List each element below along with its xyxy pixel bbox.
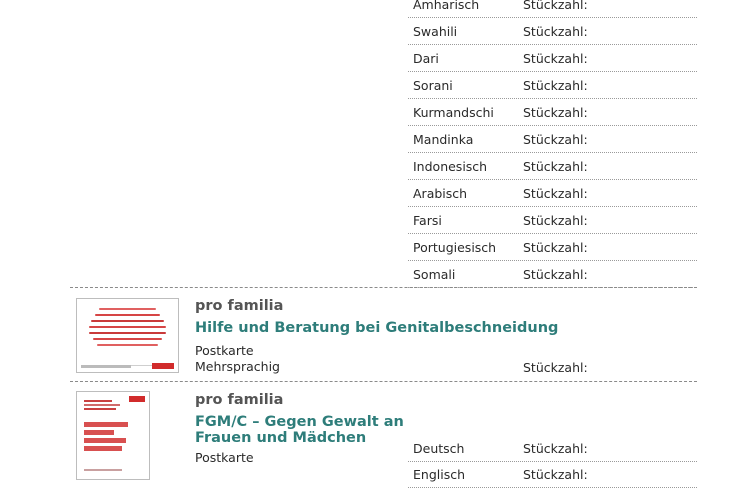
language-name: Englisch	[413, 467, 466, 482]
language-row	[408, 0, 697, 18]
language-row	[408, 153, 697, 180]
language-row	[408, 207, 697, 234]
product-language: Mehrsprachig	[195, 359, 280, 374]
product-format: Postkarte	[195, 450, 254, 465]
language-name: Mandinka	[413, 132, 474, 147]
quantity-label: Stückzahl:	[523, 467, 588, 482]
quantity-label: Stückzahl:	[523, 360, 588, 375]
language-row	[408, 99, 697, 126]
product-card	[70, 381, 697, 491]
product-thumbnail	[76, 298, 179, 373]
quantity-label: Stückzahl:	[523, 441, 588, 456]
product-title-line-1: FGM/C – Gegen Gewalt an	[195, 414, 404, 430]
logo	[152, 363, 174, 369]
language-name: Sorani	[413, 78, 453, 93]
quantity-label: Stückzahl:	[523, 78, 588, 93]
logo	[129, 396, 145, 402]
publisher: pro familia	[195, 392, 284, 408]
language-row	[408, 261, 697, 288]
language-row	[408, 126, 697, 153]
quantity-label: Stückzahl:	[523, 105, 588, 120]
language-name: Swahili	[413, 24, 458, 39]
quantity-label: Stückzahl:	[523, 186, 588, 201]
language-name: Portugiesisch	[413, 240, 497, 255]
product-title: Hilfe und Beratung bei Genitalbeschneidung	[195, 320, 559, 336]
quantity-label: Stückzahl:	[523, 51, 588, 66]
quantity-label: Stückzahl:	[523, 132, 588, 147]
language-name: Indonesisch	[413, 159, 488, 174]
quantity-label: Stückzahl:	[523, 213, 588, 228]
publisher: pro familia	[195, 298, 284, 314]
product-card	[70, 287, 697, 381]
language-name: Dari	[413, 51, 439, 66]
language-name: Deutsch	[413, 441, 465, 456]
language-row	[408, 45, 697, 72]
quantity-label: Stückzahl:	[523, 240, 588, 255]
quantity-label: Stückzahl:	[523, 0, 588, 12]
product-format: Postkarte	[195, 343, 254, 358]
language-name: Somali	[413, 267, 456, 282]
language-row	[408, 180, 697, 207]
language-row	[408, 461, 697, 488]
language-row	[408, 18, 697, 45]
language-name: Kurmandschi	[413, 105, 494, 120]
product-title-line-2: Frauen und Mädchen	[195, 430, 367, 446]
language-row	[408, 234, 697, 261]
language-row	[408, 72, 697, 99]
language-name: Farsi	[413, 213, 442, 228]
quantity-label: Stückzahl:	[523, 159, 588, 174]
language-name: Amharisch	[413, 0, 480, 12]
language-row	[408, 435, 697, 462]
language-name: Arabisch	[413, 186, 468, 201]
language-order-table	[408, 0, 697, 288]
quantity-label: Stückzahl:	[523, 267, 588, 282]
quantity-label: Stückzahl:	[523, 24, 588, 39]
product-thumbnail	[76, 391, 150, 480]
